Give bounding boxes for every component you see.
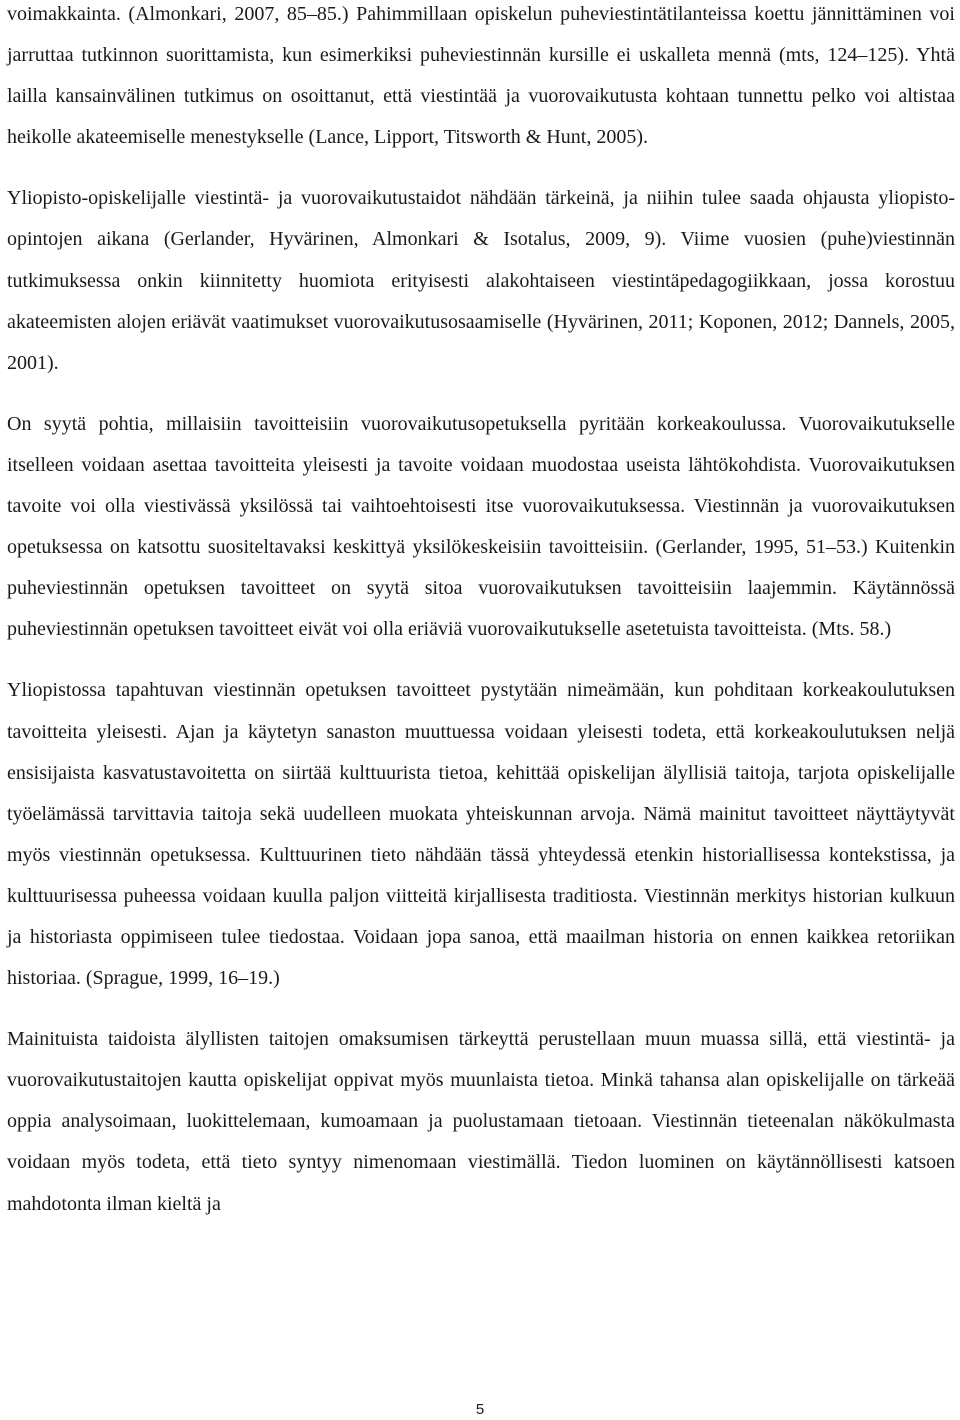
paragraph-spacer <box>7 158 955 178</box>
paragraph-spacer <box>7 650 955 670</box>
paragraph-5: Mainituista taidoista älyllisten taitojen omaksumisen tärkeyttä perustellaan muun muassa sillä, että viestintä- ja vuorovaikutustaitojen kautta opiskelijat oppivat myös muunlaista tietoa. Minkä tahansa alan opiskelijalle on tärkeää oppia analysoimaan, luokittelemaan, kumoamaan ja puolustamaan tietoaan. Viestinnän tieteenalan näkökulmasta voidaan myös todeta, että tieto syntyy nimenomaan viestimällä. Tiedon luominen on käytännöllisesti katsoen mahdotonta ilman kieltä ja <box>7 1028 955 1215</box>
paragraph-2: Yliopisto-opiskelijalle viestintä- ja vuorovaikutustaidot nähdään tärkeinä, ja niihin tulee saada ohjausta yliopisto-opintojen aikana (Gerlander, Hyvärinen, Almonkari & Isotalus, 2009, 9). Viime vuosien (puhe)viestinnän tutkimuksessa onkin kiinnitetty huomiota erityisesti alakohtaiseen viestintäpedagogiikkaan, jossa korostuu akateemisten alojen eriävät vaatimukset vuorovaikutusosaamiselle (Hyvärinen, 2011; Koponen, 2012; Dannels, 2005, 2001). <box>7 187 955 374</box>
paragraph-1: voimakkainta. (Almonkari, 2007, 85–85.) Pahimmillaan opiskelun puheviestintätilanteissa koettu jännittäminen voi jarruttaa tutkinnon suorittamista, kun esimerkiksi puheviestinnän kursille ei uskalleta mennä (mts, 124–125). Yhtä lailla kansainvälinen tutkimus on osoittanut, että viestintää ja vuorovaikutusta kohtaan tunnettu pelko voi altistaa heikolle akateemiselle menestykselle (Lance, Lipport, Titsworth & Hunt, 2005). <box>7 3 955 149</box>
paragraph-4: Yliopistossa tapahtuvan viestinnän opetuksen tavoitteet pystytään nimeämään, kun pohditaan korkeakoulutuksen tavoitteita yleisesti. Ajan ja käytetyn sanaston muuttuessa voidaan yleisesti todeta, että korkeakoulutuksen neljä ensisijaista kasvatustavoitetta on siirtää kulttuurista tietoa, kehittää opiskelijan älyllisiä taitoja, tarjota opiskelijalle työelämässä tarvittavia taitoja sekä uudelleen muokata yhteiskunnan arvoja. Nämä mainitut tavoitteet näyttäytyvät myös viestinnän opetuksessa. Kulttuurinen tieto nähdään tässä yhteydessä etenkin historiallisessa kontekstissa, ja kulttuurisessa puheessa voidaan kuulla paljon viitteitä kirjallisesta traditiosta. Viestinnän merkitys historian kulkuun ja historiasta oppimiseen tulee tiedostaa. Voidaan jopa sanoa, että maailman historia on ennen kaikkea retoriikan historiaa. (Sprague, 1999, 16–19.) <box>7 679 955 990</box>
paragraph-3: On syytä pohtia, millaisiin tavoitteisiin vuorovaikutusopetuksella pyritään korkeakoulussa. Vuorovaikutukselle itselleen voidaan asettaa tavoitteita yleisesti ja tavoite voidaan muodostaa useista lähtökohdista. Vuorovaikutuksen tavoite voi olla viestivässä yksilössä tai vaihtoehtoisesti itse vuorovaikutuksessa. Viestinnän ja vuorovaikutuksen opetuksessa on katsottu suositeltavaksi keskittyä yksilökeskeisiin tavoitteisiin. (Gerlander, 1995, 51–53.) Kuitenkin puheviestinnän opetuksen tavoitteet on syytä sitoa vuorovaikutuksen tavoitteisiin laajemmin. Käytännössä puheviestinnän opetuksen tavoitteet eivät voi olla eriäviä vuorovaikutukselle asetetuista tavoitteista. (Mts. 58.) <box>7 412 955 641</box>
paragraph-spacer <box>7 999 955 1019</box>
document-page <box>7 0 955 1225</box>
page-number: 5 <box>475 1401 485 1418</box>
paragraph-spacer <box>7 384 955 404</box>
